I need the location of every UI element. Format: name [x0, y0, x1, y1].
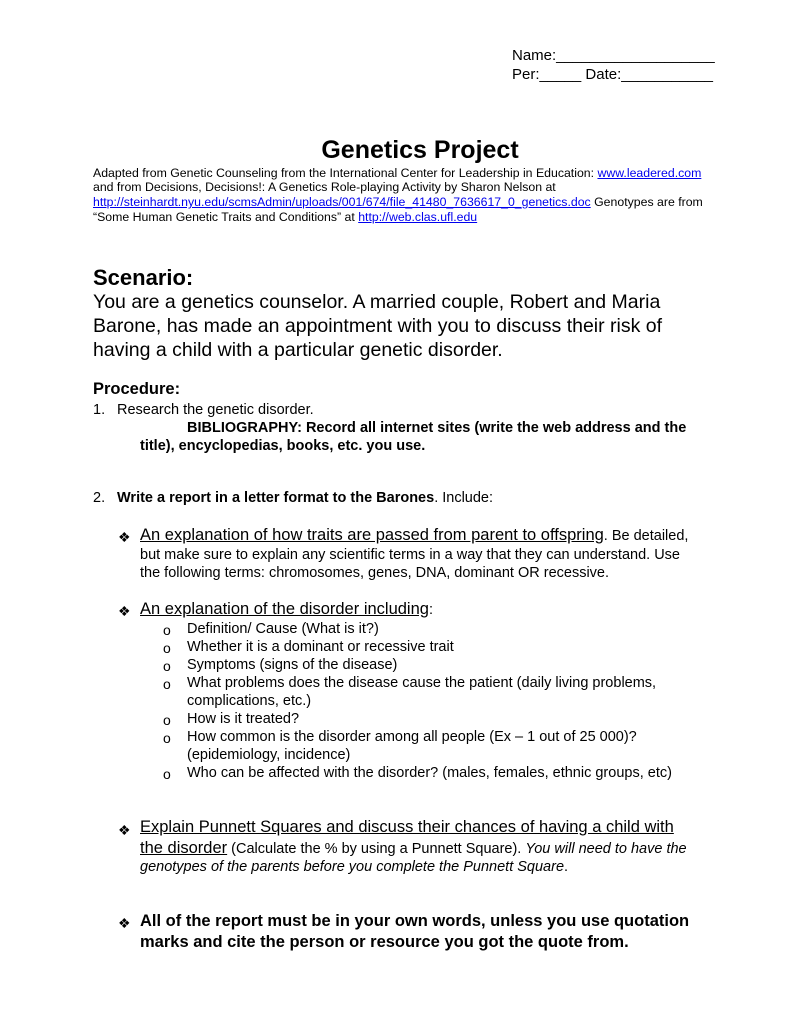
procedure-heading: Procedure:: [93, 380, 181, 398]
sub-item-symptoms: Symptoms (signs of the disease): [187, 657, 398, 673]
step-1-text: Research the genetic disorder.: [117, 402, 314, 418]
sub-item-problems-cont: complications, etc.): [187, 693, 312, 709]
credit-line-4: “Some Human Genetic Traits and Conditions” at http://web.clas.ufl.edu: [93, 210, 478, 224]
bibliography-line-1: BIBLIOGRAPHY: Record all internet sites (write the web address and the: [187, 420, 687, 436]
step-2-number: 2.: [93, 490, 106, 506]
sub-bullet-icon: o: [163, 640, 171, 656]
bullet-2-heading: An explanation of the disorder including:: [140, 600, 433, 618]
ufl-link[interactable]: http://web.clas.ufl.edu: [358, 210, 478, 224]
bullet-3-line-3: genotypes of the parents before you complete the Punnett Square.: [140, 859, 569, 875]
sub-bullet-icon: o: [163, 676, 171, 692]
bullet-4-line-2: marks and cite the person or resource you got the quote from.: [140, 933, 629, 951]
scenario-line: having a child with a particular genetic disorder.: [93, 339, 503, 361]
bullet-4-line-1: All of the report must be in your own words, unless you use quotation: [140, 912, 690, 930]
page-title: Genetics Project: [321, 136, 519, 164]
bullet-3-line-2: the disorder (Calculate the % by using a Punnett Square). You will need to have the: [140, 839, 687, 857]
credit-line-1: Adapted from Genetic Counseling from the International Center for Leadership in Education: www.leadered.com: [93, 166, 702, 180]
scenario-heading: Scenario:: [93, 265, 194, 290]
diamond-bullet-icon: ❖: [118, 529, 131, 545]
step-2-text: Write a report in a letter format to the Barones. Include:: [117, 490, 494, 506]
diamond-bullet-icon: ❖: [118, 822, 131, 838]
bullet-1-line-2: but make sure to explain any scientific terms in a way that they can understand. Use: [140, 547, 680, 563]
scenario-line: You are a genetics counselor. A married couple, Robert and Maria: [93, 291, 661, 313]
sub-item-prevalence: How common is the disorder among all people (Ex – 1 out of 25 000)?: [187, 729, 637, 745]
sub-item-prevalence-cont: (epidemiology, incidence): [187, 747, 351, 763]
sub-bullet-icon: o: [163, 730, 171, 746]
scenario-line: Barone, has made an appointment with you to discuss their risk of: [93, 315, 663, 337]
sub-item-problems: What problems does the disease cause the patient (daily living problems,: [187, 675, 657, 691]
bullet-1-line-3: the following terms: chromosomes, genes, DNA, dominant OR recessive.: [140, 565, 610, 581]
sub-bullet-icon: o: [163, 658, 171, 674]
diamond-bullet-icon: ❖: [118, 915, 131, 931]
nyu-link[interactable]: http://steinhardt.nyu.edu/scmsAdmin/uploads/001/674/file_41480_7636617_0_genetics.doc: [93, 195, 591, 209]
name-line[interactable]: Name:___________________: [512, 47, 715, 64]
sub-item-treatment: How is it treated?: [187, 711, 300, 727]
step-1-number: 1.: [93, 402, 106, 418]
credit-line-3: http://steinhardt.nyu.edu/scmsAdmin/uploads/001/674/file_41480_7636617_0_genetics.doc Genotypes are from: [93, 195, 703, 209]
sub-item-affected: Who can be affected with the disorder? (males, females, ethnic groups, etc): [187, 765, 672, 781]
bullet-1-line-1: An explanation of how traits are passed from parent to offspring. Be detailed,: [140, 526, 689, 544]
bibliography-line-2: title), encyclopedias, books, etc. you use.: [140, 438, 426, 454]
sub-bullet-icon: o: [163, 766, 171, 782]
credit-line-2: and from Decisions, Decisions!: A Genetics Role-playing Activity by Sharon Nelson at: [93, 180, 556, 194]
sub-bullet-icon: o: [163, 712, 171, 728]
bullet-3-line-1: Explain Punnett Squares and discuss their chances of having a child with: [140, 818, 674, 836]
sub-item-definition: Definition/ Cause (What is it?): [187, 621, 379, 637]
leadered-link[interactable]: www.leadered.com: [597, 166, 702, 180]
diamond-bullet-icon: ❖: [118, 603, 131, 619]
per-date-line[interactable]: Per:_____ Date:___________: [512, 66, 714, 83]
sub-bullet-icon: o: [163, 622, 171, 638]
sub-item-dominance: Whether it is a dominant or recessive trait: [187, 639, 454, 655]
